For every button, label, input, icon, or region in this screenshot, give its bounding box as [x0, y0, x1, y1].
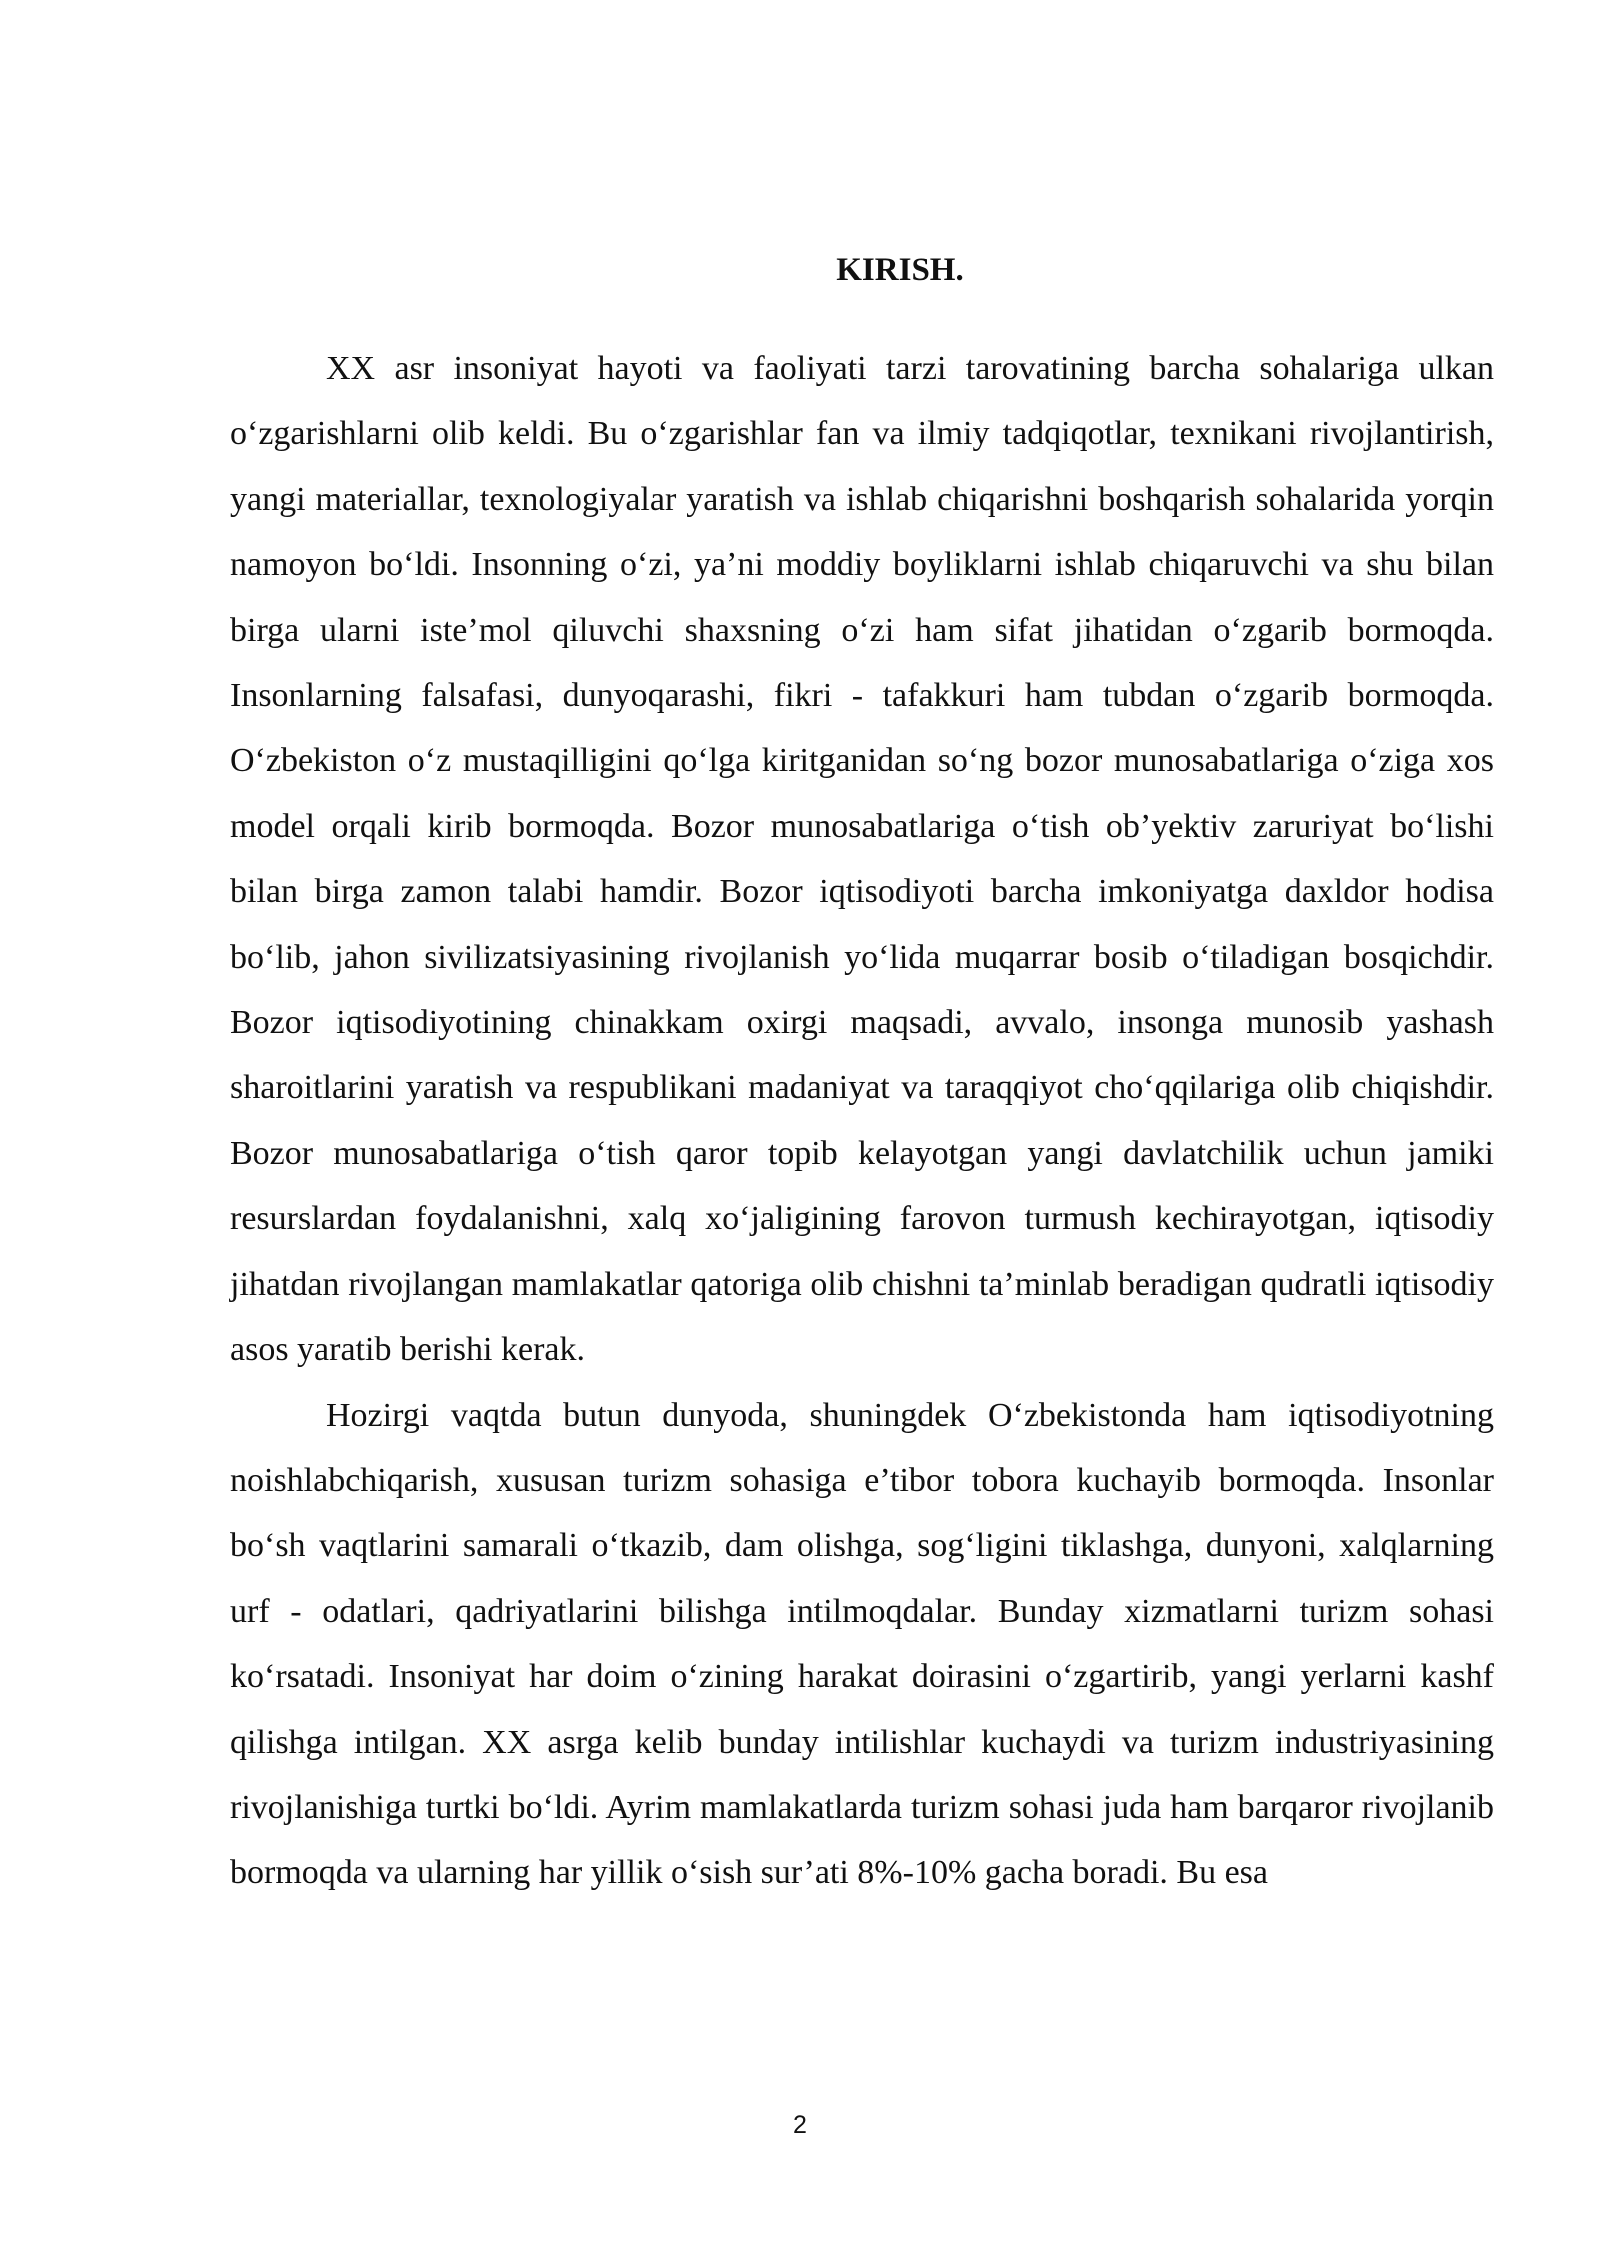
- paragraph-intro: XX asr insoniyat hayoti va faoliyati tarzi tarovatining barcha sohalariga ulkan o‘zgarishlarni olib keldi. Bu o‘zgarishlar fan va ilmiy tadqiqotlar, texnikani rivojlantirish, yangi materiallar, texnologiyalar yaratish va ishlab chiqarishni boshqarish sohalarida yorqin namoyon bo‘ldi. Insonning o‘zi, ya’ni moddiy boyliklarni ishlab chiqaruvchi va shu bilan birga ularni iste’mol qiluvchi shaxsning o‘zi ham sifat jihatidan o‘zgarib bormoqda. Insonlarning falsafasi, dunyoqarashi, fikri - tafakkuri ham tubdan o‘zgarib bormoqda. O‘zbekiston o‘z mustaqilligini qo‘lga kiritganidan so‘ng bozor munosabatlariga o‘ziga xos model orqali kirib bormoqda. Bozor munosabatlariga o‘tish ob’yektiv zaruriyat bo‘lishi bilan birga zamon talabi hamdir. Bozor iqtisodiyoti barcha imkoniyatga daxldor hodisa bo‘lib, jahon sivilizatsiyasining rivojlanish yo‘lida muqarrar bosib o‘tiladigan bosqichdir. Bozor iqtisodiyotining chinakkam oxirgi maqsadi, avvalo, insonga munosib yashash sharoitlarini yaratish va respublikani madaniyat va taraqqiyot cho‘qqilariga olib chiqishdir. Bozor munosabatlariga o‘tish qaror topib kelayotgan yangi davlatchilik uchun jamiki resurslardan foydalanishni, xalq xo‘jaligining farovon turmush kechirayotgan, iqtisodiy jihatdan rivojlangan mamlakatlar qatoriga olib chishni ta’minlab beradigan qudratli iqtisodiy asos yaratib berishi kerak.: [230, 350, 1494, 1369]
- body-text: [230, 336, 1494, 1906]
- page-number: 2: [793, 2111, 807, 2139]
- section-heading: KIRISH.: [836, 252, 964, 288]
- paragraph-tourism: Hozirgi vaqtda butun dunyoda, shuningdek O‘zbekistonda ham iqtisodiyotning noishlabchiqarish, xususan turizm sohasiga e’tibor tobora kuchayib bormoqda. Insonlar bo‘sh vaqtlarini samarali o‘tkazib, dam olishga, sog‘ligini tiklashga, dunyoni, xalqlarning urf - odatlari, qadriyatlarini bilishga intilmoqdalar. Bunday xizmatlarni turizm sohasi ko‘rsatadi. Insoniyat har doim o‘zining harakat doirasini o‘zgartirib, yangi yerlarni kashf qilishga intilgan. XX asrga kelib bunday intilishlar kuchaydi va turizm industriyasining rivojlanishiga turtki bo‘ldi. Ayrim mamlakatlarda turizm sohasi juda ham barqaror rivojlanib bormoqda va ularning har yillik o‘sish sur’ati 8%-10% gacha boradi. Bu esa: [230, 1396, 1494, 1892]
